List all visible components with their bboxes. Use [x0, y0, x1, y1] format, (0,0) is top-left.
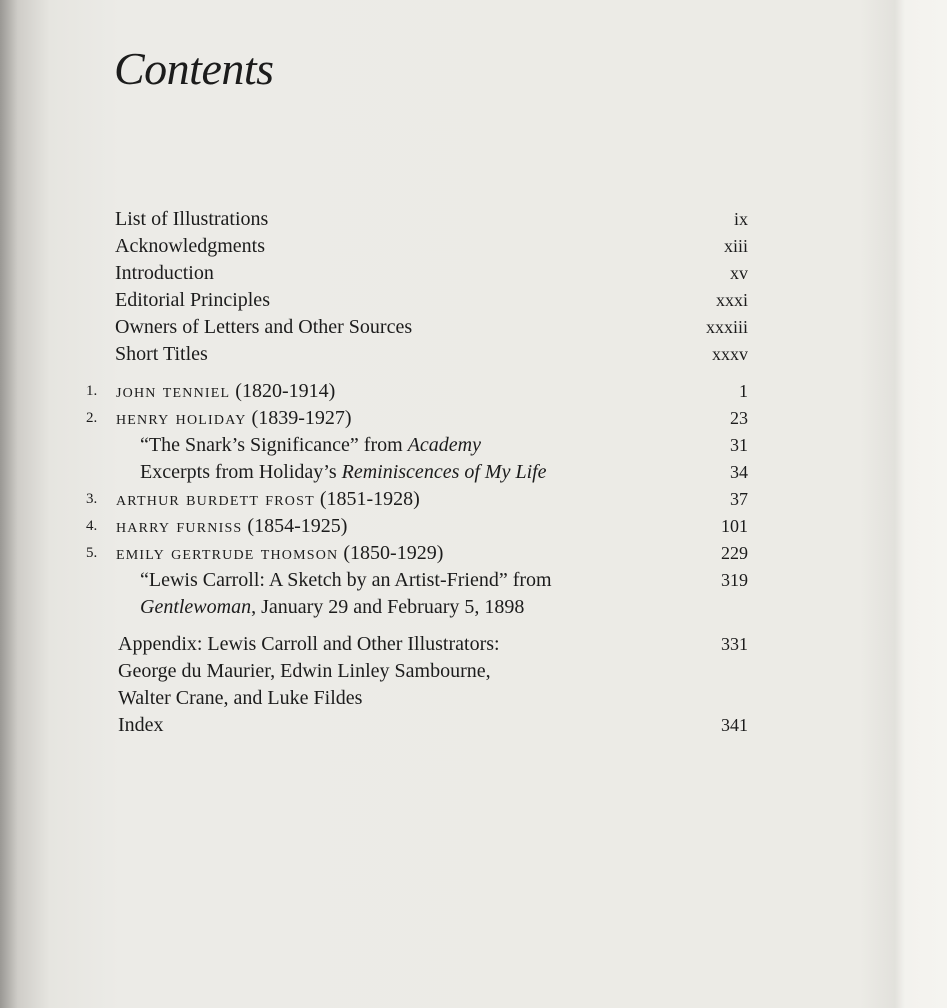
chapter-name: john tenniel	[116, 380, 231, 402]
entry-label: Excerpts from Holiday’s	[140, 461, 342, 483]
entry-italic: Academy	[407, 434, 481, 456]
sub-entry	[0, 432, 947, 459]
chapter-name: henry holiday	[116, 407, 247, 429]
toc-entry	[0, 314, 947, 341]
chapter-name: arthur burdett frost	[116, 488, 315, 510]
page-number: 31	[730, 435, 748, 455]
sub-entry	[0, 459, 947, 486]
chapter-dates: (1851-1928)	[319, 488, 420, 510]
page-number: 229	[721, 543, 748, 563]
chapter-dates: (1839-1927)	[251, 407, 352, 429]
index-entry	[0, 712, 947, 739]
chapter-name: harry furniss	[116, 515, 243, 537]
page-number: 331	[721, 634, 748, 654]
entry-label: Walter Crane, and Luke Fildes	[118, 687, 363, 709]
appendix-entry-continued	[0, 685, 947, 712]
page-number: xxxiii	[705, 317, 748, 337]
entry-label: “The Snark’s Significance” from	[140, 434, 408, 456]
entry-label: George du Maurier, Edwin Linley Sambourne,	[118, 660, 491, 682]
chapter-entry	[0, 405, 947, 432]
chapter-dates: (1850-1929)	[343, 542, 444, 564]
entry-label: Introduction	[115, 262, 214, 284]
page-number: 341	[721, 715, 748, 735]
chapter-entry	[0, 540, 947, 567]
entry-label: Index	[118, 714, 164, 736]
chapter-number: 5.	[86, 545, 98, 561]
chapter-number: 2.	[86, 410, 98, 426]
chapter-entry	[0, 378, 947, 405]
entry-label: “Lewis Carroll: A Sketch by an Artist-Friend” from	[140, 569, 552, 591]
appendix-entry-continued	[0, 658, 947, 685]
page-number: xxxv	[712, 344, 748, 364]
entry-label: Acknowledgments	[115, 235, 265, 257]
page-title: Contents	[114, 43, 274, 94]
entry-label: Appendix: Lewis Carroll and Other Illustrators:	[118, 633, 500, 655]
entry-label: , January 29 and February 5, 1898	[251, 596, 525, 618]
chapter-entry	[0, 513, 947, 540]
entry-italic: Gentlewoman	[140, 596, 252, 618]
appendix-entry	[0, 631, 947, 658]
page-number: xiii	[723, 236, 748, 256]
chapter-entry	[0, 486, 947, 513]
toc-entry	[0, 341, 947, 368]
entry-label: List of Illustrations	[115, 208, 269, 230]
toc-entry	[0, 260, 947, 287]
chapter-dates: (1820-1914)	[235, 380, 336, 402]
entry-label: Editorial Principles	[115, 289, 270, 311]
toc-entry	[0, 287, 947, 314]
page-number: 1	[739, 381, 748, 401]
sub-entry	[0, 567, 947, 594]
entry-label: Owners of Letters and Other Sources	[115, 316, 413, 338]
entry-label: Short Titles	[115, 343, 208, 365]
page-number: 101	[721, 516, 748, 536]
page-number: 23	[730, 408, 748, 428]
chapter-number: 3.	[86, 491, 98, 507]
chapter-dates: (1854-1925)	[247, 515, 348, 537]
sub-entry-continued	[0, 594, 947, 621]
chapter-number: 1.	[86, 383, 98, 399]
page-number: 34	[730, 462, 748, 482]
page-number: ix	[733, 209, 748, 229]
chapter-name: emily gertrude thomson	[116, 542, 339, 564]
toc-entry	[0, 206, 947, 233]
page-number: 37	[730, 489, 748, 509]
page-number: 319	[721, 570, 748, 590]
entry-italic: Reminiscences of My Life	[341, 461, 547, 483]
page-number: xv	[730, 263, 748, 283]
page-number: xxxi	[715, 290, 748, 310]
chapter-number: 4.	[86, 518, 98, 534]
toc-entry	[0, 233, 947, 260]
